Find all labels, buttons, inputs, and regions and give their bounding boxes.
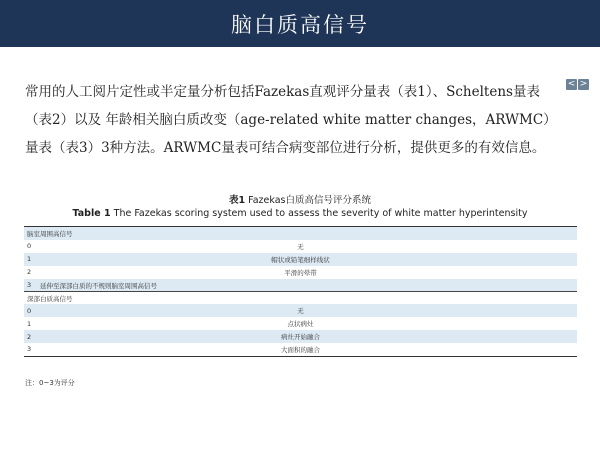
page-title: 脑白质高信号 bbox=[231, 12, 369, 37]
table-caption-cn: Fazekas白质高信号评分系统 bbox=[248, 195, 371, 206]
table-caption-en: The Fazekas scoring system used to assess the severity of white matter hyperintensity bbox=[113, 208, 528, 219]
table-row bbox=[24, 343, 577, 356]
grade-cell: 1 bbox=[27, 319, 32, 328]
section-label: 深部白质高信号 bbox=[27, 294, 73, 303]
grade-cell: 1 bbox=[27, 255, 32, 264]
grade-cell: 3 bbox=[27, 345, 32, 354]
table-row bbox=[24, 253, 577, 266]
grade-cell: 2 bbox=[27, 268, 32, 277]
desc-cell: 无 bbox=[297, 242, 304, 251]
section-header-row bbox=[24, 227, 577, 240]
table-note: 注：0~3为评分 bbox=[25, 379, 75, 387]
table-row bbox=[24, 240, 577, 253]
table-row bbox=[24, 317, 577, 330]
desc-cell: 大面积的融合 bbox=[281, 345, 320, 354]
prev-arrow-icon[interactable]: < bbox=[567, 79, 576, 89]
desc-cell: 无 bbox=[297, 307, 304, 316]
desc-cell: 点状病灶 bbox=[287, 320, 314, 329]
grade-cell: 0 bbox=[27, 306, 32, 315]
desc-cell: 平滑的晕带 bbox=[284, 268, 317, 277]
grade-cell: 2 bbox=[27, 332, 32, 341]
desc-cell: 帽状或铅笔细样线状 bbox=[271, 255, 330, 264]
page-header bbox=[0, 0, 600, 47]
table-row bbox=[24, 279, 577, 292]
table-title-en bbox=[0, 208, 600, 219]
table-row bbox=[24, 330, 577, 343]
table-label-en: Table 1 bbox=[72, 208, 111, 219]
section-label: 脑室周围高信号 bbox=[27, 229, 73, 238]
desc-cell: 病灶开始融合 bbox=[281, 333, 320, 342]
table-row bbox=[24, 266, 577, 279]
desc-cell: 延伸至深部白质的不规则脑室周围高信号 bbox=[40, 281, 157, 290]
table-label-cn: 表1 bbox=[228, 195, 246, 206]
grade-cell: 3 bbox=[27, 281, 32, 289]
table-row bbox=[24, 304, 577, 317]
intro-paragraph: 常用的人工阅片定性或半定量分析包括Fazekas直观评分量表（表1）、Scheltens量表（表2）以及 年龄相关脑白质改变（age-related white matter changes，ARWMC）量表（表3）3种方法。ARWMC量表可结合病变部位进行分析，提供更多的有效信息。 bbox=[25, 84, 550, 156]
next-arrow-icon[interactable]: > bbox=[579, 79, 588, 89]
grade-cell: 0 bbox=[27, 242, 32, 251]
fazekas-table bbox=[24, 226, 577, 357]
section-header-row bbox=[24, 291, 577, 304]
pager bbox=[566, 79, 589, 90]
table-title-cn bbox=[0, 192, 600, 206]
